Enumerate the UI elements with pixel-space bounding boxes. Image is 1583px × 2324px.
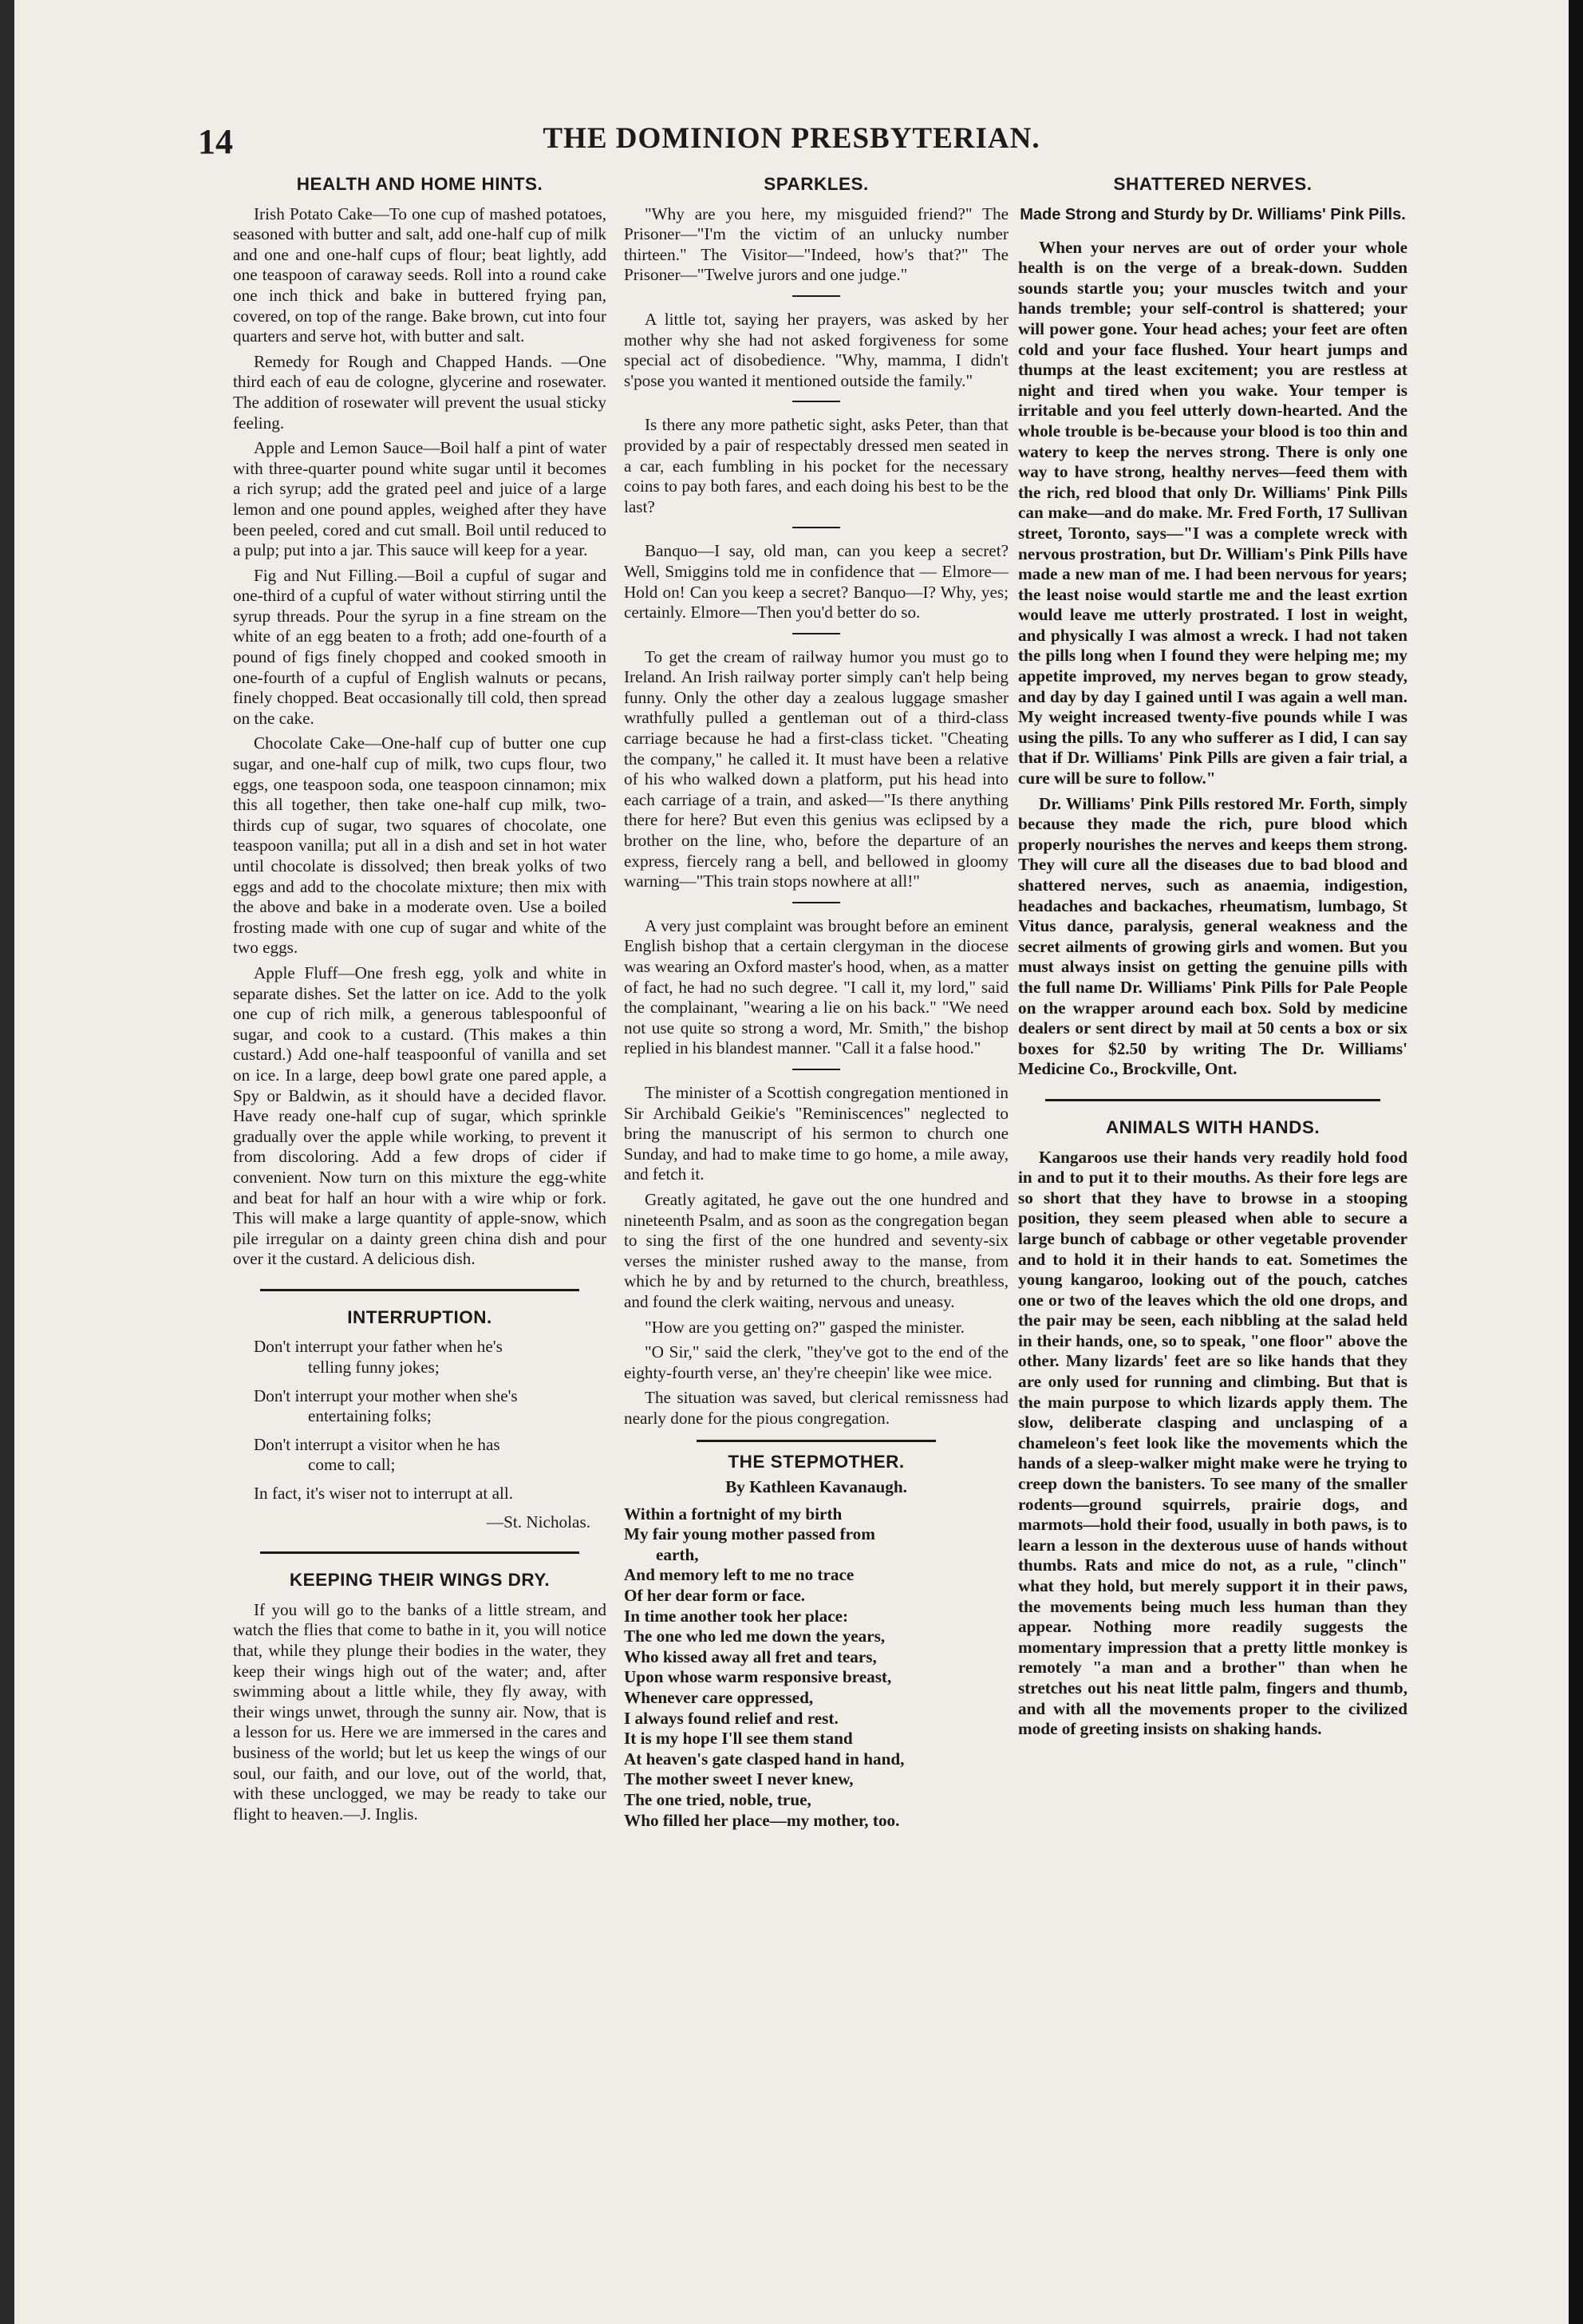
- poem-line: Upon whose warm responsive breast,: [624, 1667, 892, 1687]
- poem-line: Of her dear form or face.: [624, 1586, 806, 1606]
- verse-line: entertaining folks;: [308, 1406, 432, 1426]
- nerves-paragraph: When your nerves are out of order your whole health is on the verge of a break-down. Sudden sounds startle you; your muscles twitch and your hands tremble; your self-control is shattered; your will power gone. Your head aches; your feet are often cold and your face flushed. Your heart jumps and thumps at the least excitement; you are restless at night and tired when you wake. Your temper is irritable and you feel utterly down-hearted. And the whole trouble is be-because your blood is too thin and watery to keep the nerves strong. There is only one way to have strong, healthy nerves—feed them with the rich, red blood that only Dr. Williams' Pink Pills can make—and do make. Mr. Fred Forth, 17 Sullivan street, Toronto, says—"I was a complete wreck with nervous prostration, but Dr. William's Pink Pills have made a new man of me. I had been nervous for years; the least noise would startle me and the least exrtion would leave me utterly prostrated. I lost in weight, and physically I was almost a wreck. I had not taken the pills long when I found they were helping me; my appetite improved, my nerves began to grow steady, and day by day I gained until I was again a well man. My weight increased twenty-five pounds while I was using the pills. To any who sufferer as I did, I can say that if Dr. Williams' Pink Pills are given a fair trial, a cure will be sure to follow.": [1018, 237, 1407, 788]
- sparkle-item: Banquo—I say, old man, can you keep a secret? Well, Smiggins told me in confidence that — Elmore—Hold on! Can you keep a secret? Banquo—I? Why, yes; certainly. Elmore—Then you'd better do so.: [624, 541, 1009, 622]
- nerves-paragraph: Dr. Williams' Pink Pills restored Mr. Forth, simply because they made the rich, pure blood which properly nourishes the nerves and keeps them strong. They will cure all the diseases due to bad blood and shattered nerves, such as anaemia, indigestion, headaches and backaches, rheumatism, lumbago, St Vitus dance, paralysis, general weakness and the secret ailments of growing girls and women. But you must always insist on getting the genuine pills with the full name Dr. Williams' Pink Pills for Pale People on the wrapper around each box. Sold by medicine dealers or sent direct by mail at 50 cents a box or six boxes for $2.50 by writing The Dr. Williams' Medicine Co., Brockville, Ont.: [1018, 793, 1407, 1079]
- wings-paragraph: If you will go to the banks of a little stream, and watch the flies that come to bathe in it, you will notice that, while they plunge their bodies in the water, they keep their wings high out of the water; and, after swimming about a little while, they fly away, with their wings unwet, through the sunny air. Now, that is a lesson for us. Here we are immersed in the cares and business of the world; but let us keep the wings of our soul, our faith, and our love, out of the world, that, with these unclogged, we may be ready to take our flight to heaven.—J. Inglis.: [233, 1599, 606, 1824]
- sparkle-item: A very just complaint was brought before an eminent English bishop that a certain clergyman in the diocese was wearing an Oxford master's hood, when, as a matter of fact, he had no such degree. "I call it, my lord," said the complainant, "wearing a lie on his back." "We need not use quite so strong a word, Mr. Smith," the bishop replied in his blandest manner. "Call it a false hood.": [624, 915, 1009, 1058]
- recipe-apple-fluff: Apple Fluff—One fresh egg, yolk and white in separate dishes. Set the latter on ice. Add to the yolk one cup of rich milk, a generous tablespoonful of sugar, and cook to a custard. (This makes a thin custard.) Add one-half teaspoonful of vanilla and set on ice. In a large, deep bowl grate one pared apple, a Spy or Baldwin, as it should have a decided flavor. Have ready one-half cup of sugar, which sprinkle gradually over the apple while working, to prevent it from discoloring. Add a few drops of cider if convenient. Now turn on this mixture the egg-white and beat for half an hour with a wire whip or fork. This will make a large quantity of apple-snow, which pile irregular on a dainty green china dish and pour over it the custard. A delicious dish.: [233, 962, 606, 1269]
- heading-animals-with-hands: ANIMALS WITH HANDS.: [1105, 1117, 1320, 1137]
- item-divider: [792, 1069, 840, 1070]
- poem-line: earth,: [656, 1544, 699, 1564]
- heading-stepmother: THE STEPMOTHER.: [728, 1452, 905, 1472]
- verse-line: Don't interrupt your father when he's: [254, 1337, 503, 1357]
- poem-line: The one tried, noble, true,: [624, 1789, 811, 1809]
- interruption-stanza: [233, 1337, 606, 1377]
- sparkle-item: "Why are you here, my misguided friend?" The Prisoner—"I'm the victim of an unlucky number thirteen." The Visitor—"Indeed, how's that?" The Prisoner—"Twelve jurors and one judge.": [624, 204, 1009, 285]
- poem-line: At heaven's gate clasped hand in hand,: [624, 1749, 905, 1769]
- sparkle-item: The minister of a Scottish congregation mentioned in Sir Archibald Geikie's "Reminiscences" neglected to bring the manuscript of his sermon to church one Sunday, and had to make time to go home, a mile away, and fetch it.: [624, 1082, 1009, 1184]
- heading-health-home-hints: HEALTH AND HOME HINTS.: [296, 174, 543, 194]
- poem-line: Whenever care oppressed,: [624, 1688, 814, 1707]
- remedy-chapped-hands: Remedy for Rough and Chapped Hands. —One third each of eau de cologne, glycerine and rosewater. The addition of rosewater will prevent the usual sticky feeling.: [233, 351, 606, 433]
- animals-paragraph: Kangaroos use their hands very readily hold food in and to put it to their mouths. As their fore legs are so short that they have to browse in a stooping position, they seem pleased when able to secure a large bunch of cabbage or other vegetable provender and to hold it in their hands to eat. Sometimes the young kangaroo, looking out of the pouch, catches one or two of the leaves which the old one drops, and the pair may be seen, each nibbling at the salad held in their hands, one, so to speak, "one floor" above the other. Many lizards' feet are so like hands that they are only used for running and climbing. But that is the main purpose to which lizards apply them. The slow, deliberate clasping and unclasping of a chameleon's feet look like the movements which the hands of a sleep-walker might make were he trying to creep down the banisters. To see many of the smaller rodents—ground squirrels, prairie dogs, and marmots—hold their food, usually in both paws, is to learn a lesson in the dexterous uuse of hands without thumbs. Rats and mice do not, as a rule, "clinch" what they hold, but merely support it in their paws, the movements being much less human than they appear. Nothing more readily suggests the momentary impression that a pretty little monkey is remotely "a man and a brother" than when he stretches out his neat little palm, fingers and thumb, and with all the movements proper to the civilized mode of greeting insists on shaking hands.: [1018, 1147, 1407, 1739]
- section-divider: [260, 1289, 579, 1291]
- poem-line: The one who led me down the years,: [624, 1626, 886, 1646]
- recipe-chocolate-cake: Chocolate Cake—One-half cup of butter one cup sugar, and one-half cup of milk, two cups flour, two eggs, one teaspoon soda, one teaspoon cinnamon; mix this all together, then take one-half cup milk, two-thirds cup of sugar, two squares of chocolate, one teaspoon vanilla; put all in a dish and set in hot water until chocolate is dissolved; then break yolks of two eggs and add to the chocolate mixture; then mix with the above and bake in a moderate oven. Use a boiled frosting made with one cup of sugar and white of the two eggs.: [233, 733, 606, 958]
- verse-line: Don't interrupt a visitor when he has: [254, 1434, 500, 1454]
- item-divider: [792, 295, 840, 297]
- stepmother-poem: [624, 1504, 1009, 1832]
- heading-sparkles: SPARKLES.: [764, 174, 869, 194]
- column-right: [1018, 174, 1407, 2260]
- heading-interruption: INTERRUPTION.: [347, 1306, 492, 1327]
- section-divider: [697, 1440, 936, 1442]
- item-divider: [792, 633, 840, 634]
- sparkle-item: "How are you getting on?" gasped the minister.: [645, 1317, 965, 1337]
- sparkle-item: Is there any more pathetic sight, asks Peter, than that provided by a pair of respectably dressed men seated in a car, each fumbling in his pocket for the necessary coins to pay both fares, and each doing his best to be the last?: [624, 415, 1009, 516]
- recipe-irish-potato-cake: Irish Potato Cake—To one cup of mashed potatoes, seasoned with butter and salt, add one-half cup of milk and one and one-half cups of flour; beat lightly, add one teaspoon of caraway seeds. Roll into a round cake one inch thick and bake in buttered frying pan, covered, on top of the range. Bake brown, cut into four quarters and serve hot, with butter and salt.: [233, 204, 606, 346]
- page-number: 14: [198, 122, 233, 161]
- item-divider: [792, 527, 840, 528]
- poem-line: Within a fortnight of my birth: [624, 1504, 843, 1524]
- poem-line: I always found relief and rest.: [624, 1708, 839, 1728]
- poem-line: In time another took her place:: [624, 1606, 849, 1626]
- poem-line: Who filled her place—my mother, too.: [624, 1810, 900, 1830]
- verse-line: telling funny jokes;: [308, 1358, 440, 1377]
- column-left: [233, 174, 606, 2260]
- item-divider: [792, 902, 840, 903]
- sparkle-item: The situation was saved, but clerical remissness had nearly done for the pious congregation.: [624, 1388, 1009, 1428]
- sparkle-item: "O Sir," said the clerk, "they've got to the end of the eighty-fourth verse, an' they're cheepin' like wee mice.: [624, 1342, 1009, 1382]
- section-divider: [260, 1551, 579, 1554]
- verse-line: come to call;: [308, 1455, 396, 1475]
- stepmother-byline: By Kathleen Kavanaugh.: [725, 1477, 907, 1497]
- verse-line: Don't interrupt your mother when she's: [254, 1385, 518, 1405]
- recipe-apple-lemon-sauce: Apple and Lemon Sauce—Boil half a pint of water with three-quarter pound white sugar until it becomes a rich syrup; add the grated peel and juice of a large lemon and one pound apples, weighed after they have been peeled, cored and cut small. Boil until reduced to a pulp; put into a jar. This sauce will keep for a year.: [233, 438, 606, 560]
- interruption-signature: —St. Nicholas.: [486, 1512, 590, 1532]
- scan-edge-left: [0, 0, 14, 2324]
- interruption-stanza: [233, 1386, 606, 1427]
- heading-keeping-wings-dry: KEEPING THEIR WINGS DRY.: [289, 1570, 551, 1591]
- poem-line: My fair young mother passed from: [624, 1524, 875, 1544]
- poem-line: Who kissed away all fret and tears,: [624, 1646, 877, 1666]
- poem-line: It is my hope I'll see them stand: [624, 1729, 853, 1749]
- subheading-pink-pills: Made Strong and Sturdy by Dr. Williams' Pink Pills.: [1020, 205, 1406, 223]
- sparkle-item: To get the cream of railway humor you must go to Ireland. An Irish railway porter simply can't help being funny. Only the other day a zealous luggage smasher wrathfully pulled a gentleman out of a third-class carriage because he had a first-class ticket. "Cheating the company," he called it. It must have been a relative of his who walked down a platform, put his head into each carriage of a train, and asked—"Is there anything there for here? But even this genius was eclipsed by a brother on the line, who, before the departure of an express, fiercely rang a bell, and bellowed in gloomy warning—"This train stops nowhere at all!": [624, 646, 1009, 891]
- section-divider: [1045, 1099, 1380, 1101]
- masthead: THE DOMINION PRESBYTERIAN.: [543, 122, 1040, 155]
- poem-line: The mother sweet I never knew,: [624, 1769, 854, 1789]
- sparkle-item: Greatly agitated, he gave out the one hundred and nineteenth Psalm, and as soon as the congregation began to sing the first of the one hundred and seventy-six verses the minister rushed away to the manse, from which he by and by returned to the church, breathless, and found the clerk waiting, nervous and uneasy.: [624, 1189, 1009, 1311]
- column-middle: [624, 174, 1009, 2260]
- poem-line: And memory left to me no trace: [624, 1565, 855, 1585]
- scan-edge-right: [1569, 0, 1583, 2324]
- interruption-stanza: [233, 1484, 606, 1504]
- sparkle-item: A little tot, saying her prayers, was asked by her mother why she had not asked forgiveness for some special act of disobedience. "Why, mamma, I didn't s'pose you wanted it mentioned outside the family.": [624, 309, 1009, 390]
- item-divider: [792, 401, 840, 402]
- recipe-fig-nut-filling: Fig and Nut Filling.—Boil a cupful of sugar and one-third of a cupful of water without stirring until the syrup threads. Pour the syrup in a fine stream on the white of an egg beaten to a froth; add one-fourth of a pound of figs finely chopped and cooked smooth in one-fourth of a cupful of English walnuts or pecans, finely chopped. Beat occasionally till cold, then spread on the cake.: [233, 565, 606, 728]
- interruption-stanza: [233, 1435, 606, 1476]
- heading-shattered-nerves: SHATTERED NERVES.: [1113, 174, 1313, 194]
- verse-line: In fact, it's wiser not to interrupt at all.: [254, 1484, 514, 1504]
